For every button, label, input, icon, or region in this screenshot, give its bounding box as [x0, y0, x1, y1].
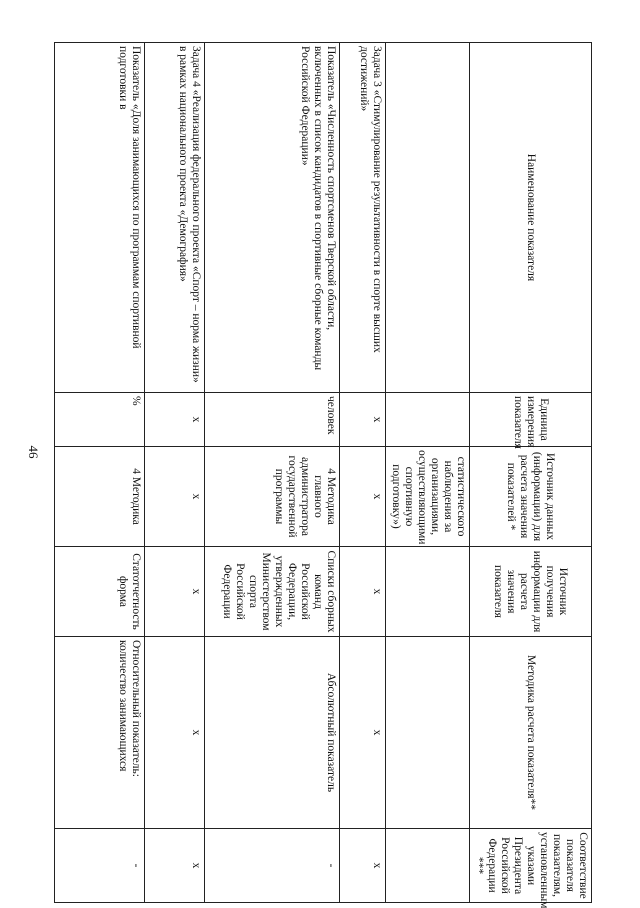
table-row	[205, 43, 340, 903]
cell-data-source: х	[145, 447, 205, 547]
cell-compliance: -	[205, 829, 340, 903]
cell-unit: %	[55, 393, 145, 447]
cell-method: х	[340, 637, 386, 829]
cell-name: Задача 4 «Реализация федерального проекта «Спорт – норма жизни» в рамках национального проекта «Демография»	[145, 43, 205, 393]
cell-name: Показатель «Численность спортсменов Тверской области, включенных в список кандидатов в спортивные сборные команды Российской Федерации»	[205, 43, 340, 393]
header-info-source: Источник получения информации для расчета значения показателя	[470, 547, 592, 637]
rotated-table-container	[77, 42, 592, 908]
cell-data-source: статистического наблюдения за организациями, осуществляющими спортивную подготовку»)	[386, 447, 470, 547]
cell-name	[386, 43, 470, 393]
indicators-table	[54, 42, 592, 908]
table-header-row	[470, 43, 592, 903]
cell-compliance	[386, 829, 470, 903]
cell-data-source: 4 Методика главного администратора государственной программы	[205, 447, 340, 547]
cell-method: х	[145, 637, 205, 829]
cell-data-source: х	[340, 447, 386, 547]
header-compliance: Соответствие показателя показателям, установленным указами Президента Российской Федерации ***	[470, 829, 592, 903]
cell-unit: х	[340, 393, 386, 447]
header-method: Методика расчета показателя**	[470, 637, 592, 829]
cell-unit: х	[145, 393, 205, 447]
cell-unit: человек	[205, 393, 340, 447]
cell-compliance: х	[145, 829, 205, 903]
cell-name: Показатель «Доля занимающихся по программам спортивной подготовки в	[55, 43, 145, 393]
cell-compliance: х	[340, 829, 386, 903]
header-indicator-name: Наименование показателя	[470, 43, 592, 393]
cell-method: Абсолютный показатель	[205, 637, 340, 829]
header-unit: Единица измерения показателя	[470, 393, 592, 447]
cell-info-source: х	[340, 547, 386, 637]
cell-compliance: -	[55, 829, 145, 903]
cell-info-source: х	[145, 547, 205, 637]
table-row	[386, 43, 470, 903]
cell-method: Относительный показатель: количество занимающихся	[55, 637, 145, 829]
cell-info-source: Списки сборных команд Российской Федерации, утвержденных Министерством спорта Российской Федерации	[205, 547, 340, 637]
cell-method	[386, 637, 470, 829]
cell-data-source: 4 Методика	[55, 447, 145, 547]
cell-info-source	[386, 547, 470, 637]
cell-info-source: Статотчетность форма	[55, 547, 145, 637]
table-row	[145, 43, 205, 903]
table-row	[340, 43, 386, 903]
header-data-source: Источник данных (информации) для расчета значения показателей *	[470, 447, 592, 547]
table-row	[55, 43, 145, 903]
cell-unit	[386, 393, 470, 447]
cell-name: Задача 3 «Стимулирование результативности в спорте высших достижений»	[340, 43, 386, 393]
page-number: 46	[26, 445, 41, 459]
